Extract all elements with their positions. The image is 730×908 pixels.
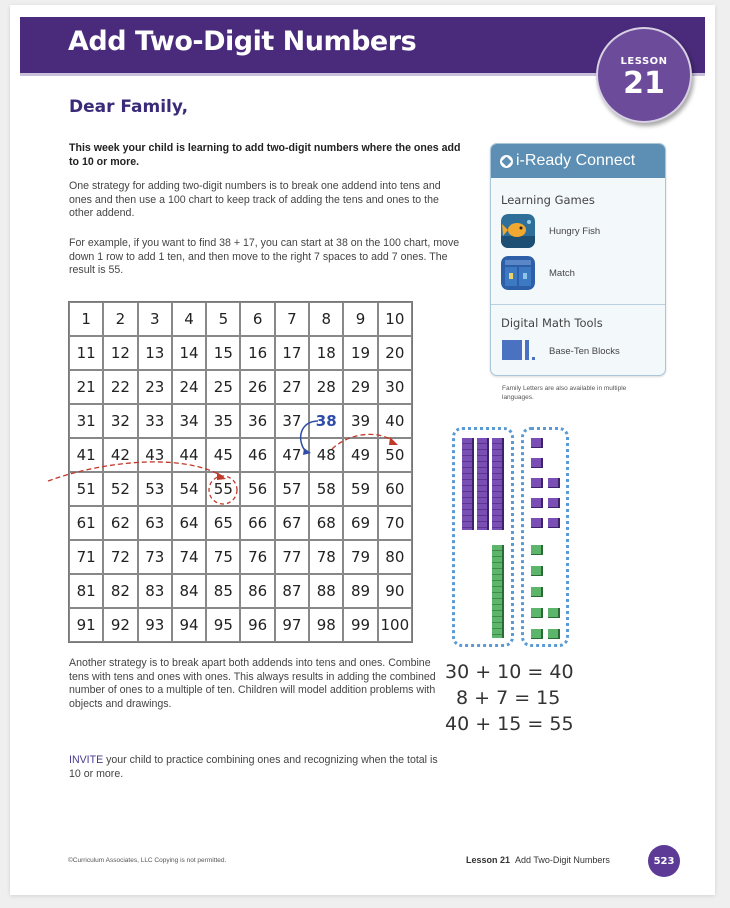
chart-cell: 65 (206, 506, 240, 540)
learning-games-title: Learning Games (501, 193, 595, 207)
unit-cube-green (531, 545, 543, 555)
chart-cell: 90 (378, 574, 412, 608)
game-label: Match (549, 267, 575, 279)
chart-cell: 22 (103, 370, 137, 404)
chart-cell: 8 (309, 302, 343, 336)
chart-cell: 24 (172, 370, 206, 404)
footer-lesson-number: Lesson 21 (466, 855, 511, 865)
unit-cube-green (531, 566, 543, 576)
chart-cell: 96 (240, 608, 274, 642)
chart-cell: 91 (69, 608, 103, 642)
hungry-fish-icon (501, 214, 535, 248)
chart-cell: 32 (103, 404, 137, 438)
invite-paragraph (69, 754, 439, 781)
chart-cell: 67 (275, 506, 309, 540)
chart-cell: 30 (378, 370, 412, 404)
iready-header (491, 144, 665, 178)
chart-cell: 13 (138, 336, 172, 370)
intro-strategy: One strategy for adding two-digit numbers is to break one addend into tens and ones and then use a 100 chart to keep track of adding the tens and ones to the other addend. (69, 180, 441, 219)
chart-cell: 72 (103, 540, 137, 574)
chart-cell: 11 (69, 336, 103, 370)
chart-cell: 34 (172, 404, 206, 438)
chart-cell: 4 (172, 302, 206, 336)
chart-cell: 40 (378, 404, 412, 438)
chart-cell: 44 (172, 438, 206, 472)
chart-cell: 27 (275, 370, 309, 404)
chart-cell: 3 (138, 302, 172, 336)
chart-cell: 16 (240, 336, 274, 370)
chart-cell: 84 (172, 574, 206, 608)
chart-cell: 98 (309, 608, 343, 642)
unit-cube-purple (531, 478, 543, 488)
ones-group-box (521, 427, 569, 647)
chart-cell: 59 (343, 472, 377, 506)
chart-cell: 19 (343, 336, 377, 370)
unit-cube-purple (531, 518, 543, 528)
chart-cell: 63 (138, 506, 172, 540)
equation-tens: 30 + 10 = 40 (445, 661, 574, 683)
chart-cell: 93 (138, 608, 172, 642)
chart-cell: 20 (378, 336, 412, 370)
chart-cell: 49 (343, 438, 377, 472)
chart-cell: 95 (206, 608, 240, 642)
chart-cell: 50 (378, 438, 412, 472)
game-match[interactable] (501, 256, 575, 290)
chart-cell: 7 (275, 302, 309, 336)
unit-cube-purple (531, 438, 543, 448)
chart-cell: 57 (275, 472, 309, 506)
chart-cell: 54 (172, 472, 206, 506)
chart-cell: 37 (275, 404, 309, 438)
tool-label: Base-Ten Blocks (549, 345, 620, 357)
chart-cell: 89 (343, 574, 377, 608)
chart-cell: 38 (309, 404, 343, 438)
tens-rod-purple (462, 438, 474, 530)
chart-cell: 41 (69, 438, 103, 472)
lesson-badge-label: LESSON (620, 56, 668, 67)
chart-cell: 87 (275, 574, 309, 608)
unit-cube-green (548, 608, 560, 618)
chart-cell: 43 (138, 438, 172, 472)
chart-cell: 1 (69, 302, 103, 336)
chart-cell: 66 (240, 506, 274, 540)
chart-cell: 80 (378, 540, 412, 574)
chart-cell: 48 (309, 438, 343, 472)
chart-cell: 94 (172, 608, 206, 642)
chart-cell: 42 (103, 438, 137, 472)
chart-cell: 51 (69, 472, 103, 506)
chart-cell: 70 (378, 506, 412, 540)
chart-cell: 85 (206, 574, 240, 608)
page-title: Add Two-Digit Numbers (68, 26, 417, 57)
another-strategy: Another strategy is to break apart both addends into tens and ones. Combine tens with tens and ones with ones. This always results in adding the combined number of ones to a multiple of ten. Children will model addition problems with objects and drawings. (69, 657, 436, 710)
game-label: Hungry Fish (549, 225, 601, 237)
chart-cell: 62 (103, 506, 137, 540)
chart-cell: 12 (103, 336, 137, 370)
chart-cell: 100 (378, 608, 412, 642)
iready-title: i-Ready Connect (516, 152, 636, 169)
chart-cell: 10 (378, 302, 412, 336)
tens-rod-purple (477, 438, 489, 530)
chart-cell: 53 (138, 472, 172, 506)
chart-cell: 64 (172, 506, 206, 540)
chart-cell: 81 (69, 574, 103, 608)
footer-lesson-title: Add Two-Digit Numbers (515, 855, 610, 865)
unit-cube-purple (548, 498, 560, 508)
chart-cell: 79 (343, 540, 377, 574)
family-letters-note: Family Letters are also available in multiple languages. (502, 385, 627, 401)
unit-cube-green (531, 587, 543, 597)
chart-cell: 58 (309, 472, 343, 506)
chart-cell: 68 (309, 506, 343, 540)
base-ten-blocks-icon (501, 339, 535, 363)
chart-cell: 9 (343, 302, 377, 336)
chart-cell: 76 (240, 540, 274, 574)
chart-cell: 83 (138, 574, 172, 608)
unit-cube-green (531, 608, 543, 618)
chart-cell: 60 (378, 472, 412, 506)
footer-lesson (466, 855, 610, 865)
chart-cell: 2 (103, 302, 137, 336)
chart-cell: 86 (240, 574, 274, 608)
chart-cell: 55 (206, 472, 240, 506)
lesson-badge-number: 21 (623, 66, 665, 101)
chart-cell: 75 (206, 540, 240, 574)
chart-cell: 88 (309, 574, 343, 608)
tens-rod-purple (492, 438, 504, 530)
greeting: Dear Family, (69, 97, 189, 117)
unit-cube-purple (531, 498, 543, 508)
equation-total: 40 + 15 = 55 (445, 713, 574, 735)
chart-cell: 25 (206, 370, 240, 404)
chart-cell: 82 (103, 574, 137, 608)
chart-cell: 99 (343, 608, 377, 642)
chart-cell: 35 (206, 404, 240, 438)
hundred-chart (68, 301, 413, 643)
chart-cell: 31 (69, 404, 103, 438)
invite-text: your child to practice combining ones and recognizing when the total is 10 or more. (69, 754, 438, 780)
chart-cell: 97 (275, 608, 309, 642)
iready-connect-panel (490, 143, 666, 376)
page-number: 523 (648, 845, 680, 877)
chart-cell: 45 (206, 438, 240, 472)
lesson-badge (596, 27, 692, 123)
chart-cell: 71 (69, 540, 103, 574)
equation-ones: 8 + 7 = 15 (456, 687, 561, 709)
chart-cell: 92 (103, 608, 137, 642)
chart-cell: 74 (172, 540, 206, 574)
chart-cell: 28 (309, 370, 343, 404)
chart-cell: 78 (309, 540, 343, 574)
chart-cell: 6 (240, 302, 274, 336)
chart-cell: 29 (343, 370, 377, 404)
chart-cell: 5 (206, 302, 240, 336)
unit-cube-green (531, 629, 543, 639)
chart-cell: 52 (103, 472, 137, 506)
unit-cube-green (548, 629, 560, 639)
unit-cube-purple (548, 478, 560, 488)
match-icon (501, 256, 535, 290)
tool-base-ten-blocks[interactable] (501, 339, 620, 363)
chart-cell: 17 (275, 336, 309, 370)
chart-cell: 46 (240, 438, 274, 472)
chart-cell: 73 (138, 540, 172, 574)
chart-cell: 26 (240, 370, 274, 404)
chart-cell: 69 (343, 506, 377, 540)
chart-cell: 14 (172, 336, 206, 370)
chart-cell: 21 (69, 370, 103, 404)
chart-cell: 61 (69, 506, 103, 540)
intro-bold: This week your child is learning to add two-digit numbers where the ones add to 10 or more. (69, 142, 461, 168)
copyright: ©Curriculum Associates, LLC Copying is not permitted. (68, 857, 227, 864)
chart-cell: 47 (275, 438, 309, 472)
digital-math-tools-title: Digital Math Tools (501, 316, 603, 330)
game-hungry-fish[interactable] (501, 214, 600, 248)
intro-example: For example, if you want to find 38 + 17, you can start at 38 on the 100 chart, move down 1 row to add 1 ten, and then move to the right 7 spaces to add 7 ones. The result is 55. (69, 237, 460, 276)
chart-cell: 18 (309, 336, 343, 370)
chart-cell: 77 (275, 540, 309, 574)
chart-cell: 56 (240, 472, 274, 506)
iready-logo-icon (500, 155, 513, 168)
iready-divider (491, 304, 665, 305)
chart-cell: 39 (343, 404, 377, 438)
chart-cell: 33 (138, 404, 172, 438)
invite-keyword: INVITE (69, 754, 104, 766)
unit-cube-purple (531, 458, 543, 468)
chart-cell: 23 (138, 370, 172, 404)
tens-rod-green (492, 545, 504, 638)
chart-cell: 15 (206, 336, 240, 370)
chart-cell: 36 (240, 404, 274, 438)
unit-cube-purple (548, 518, 560, 528)
